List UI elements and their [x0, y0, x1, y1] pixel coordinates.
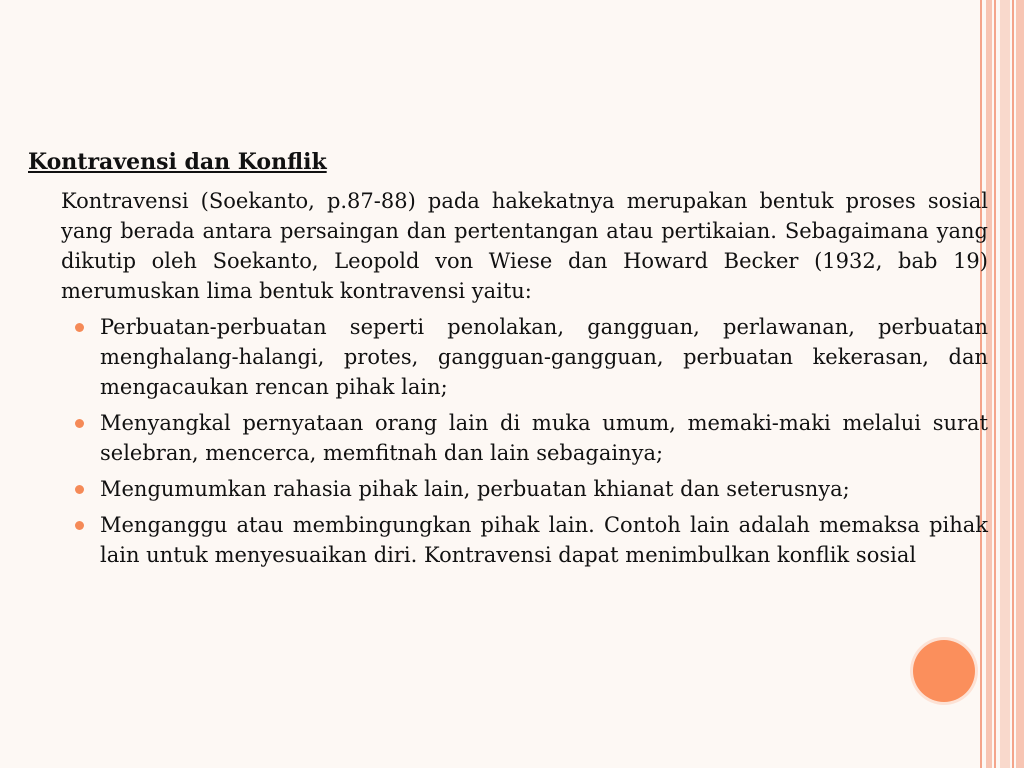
orange-circle-icon — [913, 640, 975, 702]
bullet-text: Menyangkal pernyataan orang lain di muka umum, memaki-maki melalui surat selebran, mencerca, memfitnah dan lain sebagainya; — [100, 411, 988, 465]
slide-content — [28, 148, 988, 576]
bullet-text: Mengumumkan rahasia pihak lain, perbuatan khianat dan seterusnya; — [100, 477, 850, 501]
bullet-dot-icon — [75, 521, 84, 530]
bullet-text: Perbuatan-perbuatan seperti penolakan, gangguan, perlawanan, perbuatan menghalang-halangi, protes, gangguan-gangguan, perbuatan kekerasan, dan mengacaukan rencan pihak lain; — [100, 315, 988, 399]
right-edge-stripe — [1016, 0, 1024, 768]
bullet-item — [100, 474, 988, 504]
bullet-dot-icon — [75, 419, 84, 428]
intro-paragraph: Kontravensi (Soekanto, p.87-88) pada hakekatnya merupakan bentuk proses sosial yang berada antara persaingan dan pertentangan atau pertikaian. Sebagaimana yang dikutip oleh Soekanto, Leopold von Wiese dan Howard Becker (1932, bab 19) merumuskan lima bentuk kontravensi yaitu: — [61, 189, 988, 303]
right-edge-stripe — [1012, 0, 1014, 768]
bullet-list — [28, 312, 988, 570]
bullet-item — [100, 408, 988, 468]
right-edge-stripe — [1000, 0, 1010, 768]
bullet-dot-icon — [75, 323, 84, 332]
right-edge-stripe — [994, 0, 996, 768]
bullet-text: Menganggu atau membingungkan pihak lain. Contoh lain adalah memaksa pihak lain untuk menyesuaikan diri. Kontravensi dapat menimbulkan konflik sosial — [100, 513, 988, 567]
bullet-dot-icon — [75, 485, 84, 494]
bullet-item — [100, 510, 988, 570]
slide-heading: Kontravensi dan Konflik — [28, 149, 327, 175]
bullet-item — [100, 312, 988, 402]
